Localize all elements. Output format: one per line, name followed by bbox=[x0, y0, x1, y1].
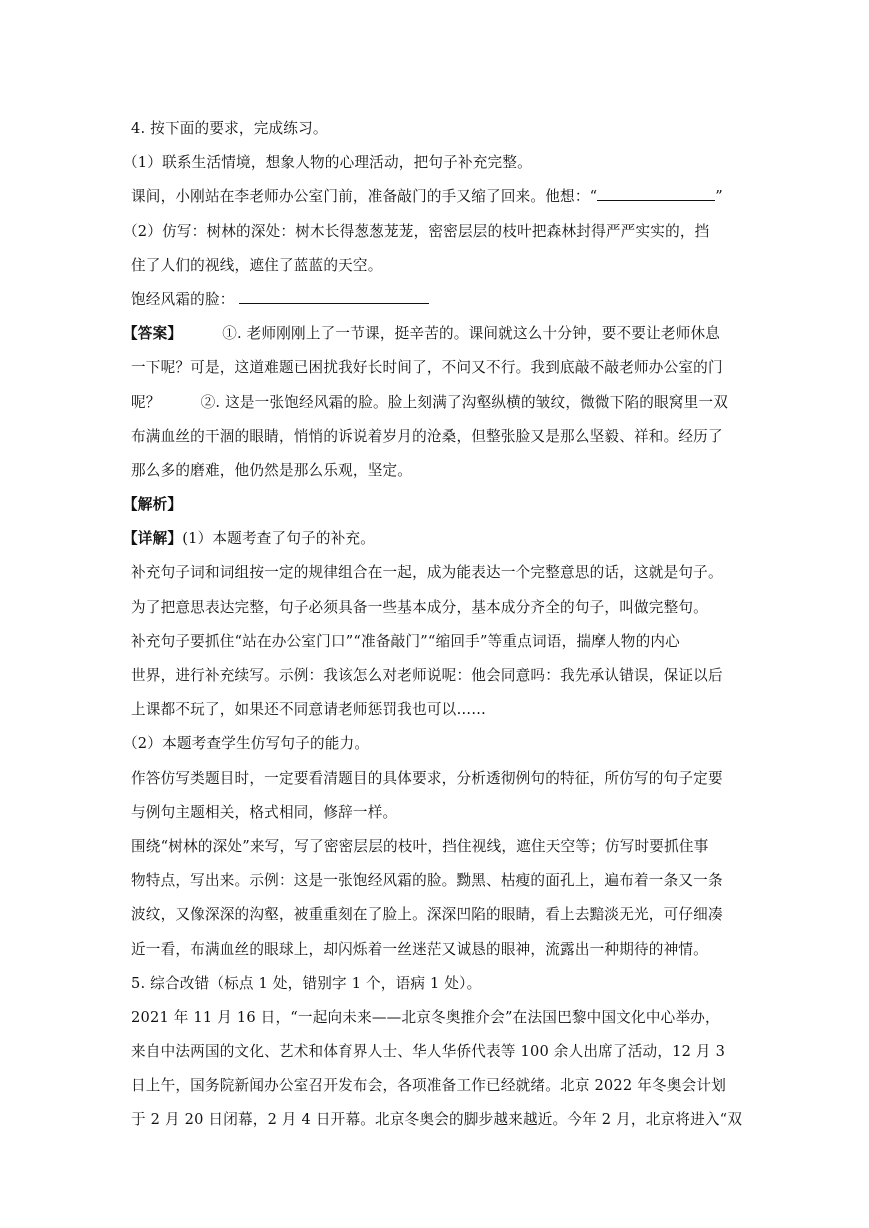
question-4-title: 4. 按下面的要求，完成练习。 bbox=[131, 120, 328, 137]
answer-line1 bbox=[123, 317, 741, 351]
part1-sentence-close-quote: ” bbox=[715, 188, 723, 206]
answer-blank-long bbox=[239, 291, 429, 304]
detail-line bbox=[123, 522, 741, 556]
question-4-part2-prompt bbox=[131, 283, 741, 317]
question-5-line3: 日上午，国务院新闻办公室召开发布会，各项准备工作已经就绪。北京 2022 年冬奥会计划 bbox=[131, 1077, 726, 1095]
answer-line3-start: 呢？ bbox=[131, 393, 161, 411]
analysis-p4-line3: 波纹，又像深深的沟壑，被重重刻在了脸上。深深凹陷的眼睛，看上去黯淡无光，可仔细凑 bbox=[131, 906, 723, 924]
analysis-p1-line2: 为了把意思表达完整，句子必须具备一些基本成分，基本成分齐全的句子，叫做完整句。 bbox=[131, 598, 708, 616]
question-5-line2: 来自中法两国的文化、艺术和体育界人士、华人华侨代表等 100 余人出席了活动，12 月 3 bbox=[131, 1043, 726, 1061]
analysis-p4-line1: 围绕“树林的深处”来写，写了密密层层的枝叶，挡住视线，遮住天空等；仿写时要抓住事 bbox=[131, 837, 709, 855]
answer-line4: 布满血丝的干涸的眼睛，悄悄的诉说着岁月的沧桑，但整张脸又是那么坚毅、祥和。经历了 bbox=[131, 427, 723, 445]
analysis-part2-label: （2）本题考查学生仿写句子的能力。 bbox=[123, 735, 370, 753]
question-5-line4: 于 2 月 20 日闭幕，2 月 4 日开幕。北京冬奥会的脚步越来越近。今年 2 月，北京将进入“双 bbox=[131, 1111, 743, 1129]
analysis-p4-line4: 近一看，布满血丝的眼球上，却闪烁着一丝迷茫又诚恳的眼神，流露出一种期待的神情。 bbox=[131, 940, 708, 958]
answer-marker-1: ①. bbox=[222, 325, 242, 343]
answer-line3 bbox=[131, 386, 741, 420]
answer-blank-short bbox=[597, 188, 715, 201]
analysis-p4-line2: 物特点，写出来。示例：这是一张饱经风霜的脸。黝黑、枯瘦的面孔上，遍布着一条又一条 bbox=[131, 872, 723, 890]
analysis-p2-line3: 上课都不玩了，如果还不同意请老师惩罚我也可以…… bbox=[131, 701, 487, 719]
question-4-part2-line2: 住了人们的视线，遮住了蓝蓝的天空。 bbox=[131, 256, 383, 274]
question-4-part1-label: （1）联系生活情境，想象人物的心理活动，把句子补充完整。 bbox=[123, 154, 532, 172]
answer-label: 【答案】 bbox=[123, 325, 183, 343]
question-4-part1-sentence bbox=[131, 180, 741, 214]
question-5-line1: 2021 年 11 月 16 日，“一起向未来——北京冬奥推介会”在法国巴黎中国文化中心举办， bbox=[131, 1008, 720, 1026]
answer-line5: 那么多的磨难，他仍然是那么乐观，坚定。 bbox=[131, 461, 413, 479]
question-4-part2-line1: （2）仿写：树林的深处：树木长得葱葱茏茏，密密层层的枝叶把森林封得严严实实的，挡 bbox=[123, 222, 710, 240]
analysis-p2-line1: 补充句子要抓住“站在办公室门口”“准备敲门”“缩回手”等重点词语，揣摩人物的内心 bbox=[131, 632, 680, 650]
answer-marker-2: ②. bbox=[200, 393, 221, 411]
analysis-p2-line2: 世界，进行补充续写。示例：我该怎么对老师说呢：他会同意吗：我先承认错误，保证以后 bbox=[131, 667, 723, 684]
document-body bbox=[123, 112, 743, 1138]
part2-prompt-text: 饱经风霜的脸： bbox=[131, 290, 235, 308]
question-5-title: 5. 综合改错（标点 1 处，错别字 1 个，语病 1 处）。 bbox=[131, 974, 482, 992]
part1-sentence-text: 课间，小刚站在李老师办公室门前，准备敲门的手又缩了回来。他想：“ bbox=[131, 188, 598, 206]
analysis-p3-line2: 与例句主题相关，格式相同，修辞一样。 bbox=[131, 803, 398, 821]
analysis-p1-line1: 补充句子词和词组按一定的规律组合在一起，成为能表达一个完整意思的话，这就是句子。 bbox=[131, 564, 723, 582]
analysis-p3-line1: 作答仿写类题目时，一定要看清题目的具体要求，分析透彻例句的特征，所仿写的句子定要 bbox=[131, 769, 723, 787]
detail-part1: (1）本题考查了句子的补充。 bbox=[182, 530, 376, 548]
answer-line2: 一下呢？可是，这道难题已困扰我好长时间了，不问又不行。我到底敲不敲老师办公室的门 bbox=[131, 359, 723, 377]
detail-label: 【详解】 bbox=[123, 530, 183, 548]
answer-line3-rest: 这是一张饱经风霜的脸。脸上刻满了沟壑纵横的皱纹，微微下陷的眼窝里一双 bbox=[225, 393, 729, 411]
analysis-label: 【解析】 bbox=[123, 496, 183, 514]
answer-text-1: 老师刚刚上了一节课，挺辛苦的。课间就这么十分钟，要不要让老师休息 bbox=[246, 325, 721, 343]
